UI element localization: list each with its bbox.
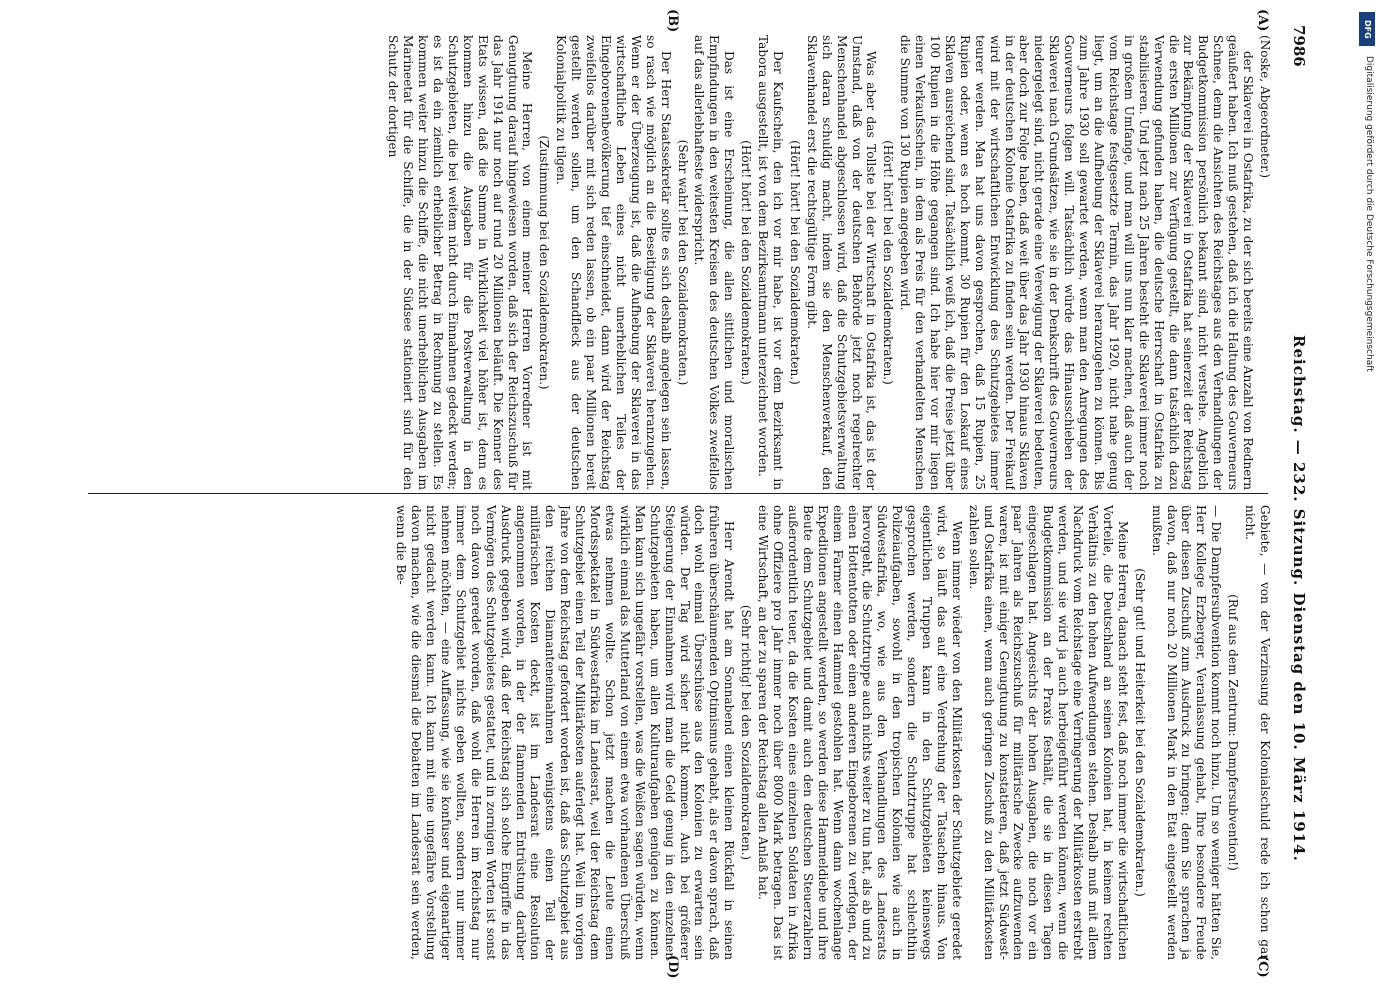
margin-letter-a: (A) [1255, 9, 1270, 32]
paragraph: — Die Dampfersubvention kommt noch hinzu. Um so weniger hätten Sie, Herr Kollege Erzberger, Veranlassung gehabt, Ihre besondere Freude über diesen Zuschuß zum Ausdruck zu bringen; denn Sie sprachen ja davon, daß nur noch 20 Millionen Mark in den Etat eingestellt werden mußten. [1149, 505, 1224, 960]
page-number: 7986 [1290, 25, 1308, 67]
paragraph: Der Kaufschein, den ich vor mir habe, ist vor dem Bezirksamt in Tabora ausgestellt, ist von dem Bezirksamtmann unterzeichnet worden. [756, 35, 785, 490]
paragraph: der Sklaverei in Ostafrika, zu der sich bereits eine Anzahl von Rednern geäußert haben. Ich muß gestehen, daß ich die Haltung des Gouverneurs Schnee, denn die Ansichten des Reichstages aus den Verhandlungen der Budgetkommission persönlich bekannt sind, nicht verstehe. Angeblich zur Bekämpfung der Sklaverei in Ostafrika hat seinerzeit der Reichstag die ersten Millionen zur Verfügung gestellt, die dann tatsächlich dazu Verwendung gefunden haben, die deutsche Herrschaft in Ostafrika zu stabilisieren. Und jetzt nach 25 Jahren besteht die Sklaverei immer noch in großem Umfange, und man will uns nun klar machen, daß auch der vom Reichstage festgesetzte Termin, das Jahr 1920, nicht nahe genug liegt, um an die Aufhebung der Sklaverei heranzugehen zu können. Bis zum Jahre 1930 soll gewartet werden, wenn man den Anregungen des Gouverneurs folgen will. Tatsächlich würde das Hinausschieben der Sklaverei nach Grundsätzen, wie sie in der Denkschrift des Gouverneurs niedergelegt sind, nicht gerade eine Verewigung der Sklaverei bedeuten, aber doch zur Folge haben, daß weit über das Jahr 1930 hinaus Sklaven in der deutschen Kolonie Ostafrika zu finden sein werden. Der Freikauf wird mit der wirtschaftlichen Entwicklung des Schutzgebietes immer teurer werden. Man hat uns davon gesprochen, daß 15 Rupien, 25 Rupien oder, wenn es hoch kommt, 30 Rupien für den Loskauf eines Sklaven ausreichend sind. Tatsächlich weiß ich, daß die Preise jetzt über 100 Rupien in die Höhe gegangen sind. Ich habe hier vor mir liegen einen Verkaufsschein, in dem als Preis für den verhandelten Menschen die Summe von 130 Rupien angegeben wird. [898, 35, 1256, 490]
left-column [62, 35, 1272, 490]
margin-letter-c: (C) [1255, 955, 1270, 978]
margin-letter-b: (B) [665, 9, 680, 33]
interjection: (Sehr gut! und Heiterkeit bei den Sozialdemokraten.) [1132, 568, 1147, 897]
funding-note: Digitalisierung gefördert durch die Deutsche Forschungsgemeinschaft [1364, 56, 1374, 372]
interjection: (Hört! hört! bei den Sozialdemokraten.) [881, 140, 896, 385]
interjection: (Sehr wahr! bei den Sozialdemokraten.) [675, 139, 690, 386]
paragraph: Der Herr Staatssekretär sollte es sich deshalb angelegen sein lassen, so rasch wie möglich an die Beseitigung der Sklaverei heranzugehen. Wenn er der Überzeugung ist, daß die Aufhebung der Sklaverei in das wirtschaftliche Leben eines nicht unerheblichen Teiles der Eingeborenenbevölkerung tief einschneidet, dann wird der Reichstag zweifellos darüber mit sich reden lassen, ob ein paar Millionen bereit gestellt werden sollen, um den Schandfleck aus der deutschen Kolonialpolitik zu tilgen. [554, 35, 673, 490]
interjection: (Zustimmung bei den Sozialdemokraten.) [537, 135, 552, 390]
interjection: (Hört! hört! bei den Sozialdemokraten.) [787, 140, 802, 385]
interjection: (Ruf aus dem Zentrum: Dampfersubvention!) [1226, 594, 1241, 871]
column-divider [88, 493, 1268, 494]
paragraph: Das ist eine Erscheinung, die allen sittlichen und moralischen Empfindungen in den weitesten Kreisen des deutschen Volkes zweifellos auf das allerlebhafteste widerspricht. [692, 35, 737, 490]
paragraph: Meine Herren, danach steht fest, daß noch immer die wirtschaftlichen Vorteile, die Deutschland an seinen Kolonien hat, in keinem rechten Verhältnis zu den hohen Aufwendungen stehen. Deshalb muß mit allem Nachdruck vom Reichstage eine Verringerung der Militärkosten erstrebt werden, und sie wird ja auch herbeigeführt werden können, wenn die Budgetkommission an der Praxis festhält, die sie in diesen Tagen eingeschlagen hat. Angesichts der hohen Ausgaben, die noch vor ein paar Jahren als Reichszuschuß für militärische Zwecke aufzuwenden waren, ist mit einiger Genugtuung zu konstatieren, daß jetzt Südwest- und Ostafrika einen, wenn auch geringen Zuschuß zu den Militärkosten zahlen sollen. [966, 505, 1130, 960]
running-head: Reichstag. — 232. Sitzung. Dienstag den 10. März 1914. [1290, 335, 1308, 862]
right-column [62, 505, 1272, 960]
interjection: (Sehr richtig! bei den Sozialdemokraten.) [739, 604, 754, 861]
speaker-label: (Noske, Abgeordneter.) [1258, 35, 1272, 179]
paragraph: Gebiete, — von der Verzinsung der Kolonialschuld rede ich schon gar nicht. [1243, 505, 1272, 960]
paragraph: Wenn immer wieder von den Militärkosten der Schutzgebiete geredet wird, so läuft das auf eine Verdrehung der Tatsachen hinaus. Von eigentlichen Truppen kann in den Schutzgebieten keineswegs gesprochen werden, sondern die Schutztruppe hat schlechthin Polizeiaufgaben, sowohl in den tropischen Kolonien wie auch in Südwestafrika, wo, wie aus den Verhandlungen des Landesrats hervorgeht, die Schutztruppe auch nichts weiter zu tun hat, als ab und zu einen Hottentotten oder einen anderen Eingeborenen zu verfolgen, der einem Farmer einen Hammel gestohlen hat. Wenn dann wochenlange Expeditionen angestellt werden, so werden diese Hammeldiebe und ihre Beute dem Schutzgebiet und damit auch den deutschen Steuerzahlern außerordentlich teuer, da die Kosten eines einzelnen Soldaten in Afrika ohne Offiziere pro Jahr immer noch über 8000 Mark betragen. Das ist eine Wirtschaft, an der zu sparen der Reichstag allen Anlaß hat. [756, 505, 964, 960]
margin-letter-d: (D) [665, 955, 680, 979]
dfg-logo: DFG [1359, 12, 1375, 46]
paragraph: Was aber das Tollste bei der Wirtschaft in Ostafrika ist, das ist der Umstand, daß von der deutschen Behörde jetzt noch regelrechter Menschenhandel abgeschlossen wird, daß die Schutzgebietsverwaltung sich daran schuldig macht, indem sie den Menschenverkauf, den Sklavenhandel erst die rechtsgültige Form gibt. [804, 35, 879, 490]
paragraph: Herr Arendt hat am Sonnabend einen kleinen Rückfall in seinen früheren überschäumenden Optimismus gehabt, als er davon sprach, daß doch wohl einmal Überschüsse aus den Kolonien zu erwarten sein würden. Der Tag wird sicher nicht kommen. Auch bei größerer Steigerung der Einnahmen wird man die Geld genug in den einzelnen Schutzgebieten haben, um allen Kulturaufgaben genügen zu können. Man kann sich ungefähr vorstellen, was die Weißen sagen würden, wenn wirklich einmal das Mutterland von einem etwa vorhandenen Überschuß etwas nehmen wollte. Schon jetzt machen die Leute einen Mordsspektakel in Südwestafrika im Landesrat, weil der Reichstag dem Schutzgebiet einen Teil der Militärkosten auferlegt hat. Weil im vorigen Jahre von dem Reichstag gefordert worden ist, daß das Schutzgebiet aus den reichen Diamanteneinnahmen wenigstens einen Teil der militärischen Kosten deckt, ist im Landesrat eine Resolution angenommen worden, in der der flammenden Entrüstung darüber Ausdruck gegeben wird, daß der Reichstag sich solche Eingriffe in das Vermögen des Schutzgebietes gestattet, und in zornigen Worten ist sonst noch davon geredet worden, daß wohl die Herren im Reichstag nur immer dem Schutzgebiet nichts geben wollten, sondern nur immer nehmen möchten, — eine Auffassung, wie sie konfuser und eigenartiger nicht gedacht werden kann. Ich kann mit eine ungefähre Vorstellung davon machen, wie die diesmal die Debatten im Landesrat sein werden, wenn die Be- [394, 505, 737, 960]
scanned-page [50, 5, 1320, 980]
paragraph: Meine Herren, von einem meiner Herren Vorredner ist mit Genugtuung darauf hingewiesen worden, daß sich der Reichszuschuß für das Jahr 1914 nur noch auf rund 20 Millionen beläuft. Die Kenner des Etats wissen, daß die Summe in Wirklichkeit viel höher ist, denn es kommen hinzu die Ausgaben für die Postverwaltung in den Schutzgebieten, die bei weitem nicht durch Einnahmen gedeckt werden; es ist da ein ziemlich erheblicher Betrag in Rechnung zu stellen. Es kommen weiter hinzu die Schiffe, die nicht unerheblichen Ausgaben im Marineetat für die Schiffe, die in der Südsee stationiert sind für den Schutz der dortigen [386, 35, 535, 490]
interjection: (Hört! hört! bei den Sozialdemokraten.) [739, 140, 754, 385]
page-header [1280, 5, 1320, 980]
